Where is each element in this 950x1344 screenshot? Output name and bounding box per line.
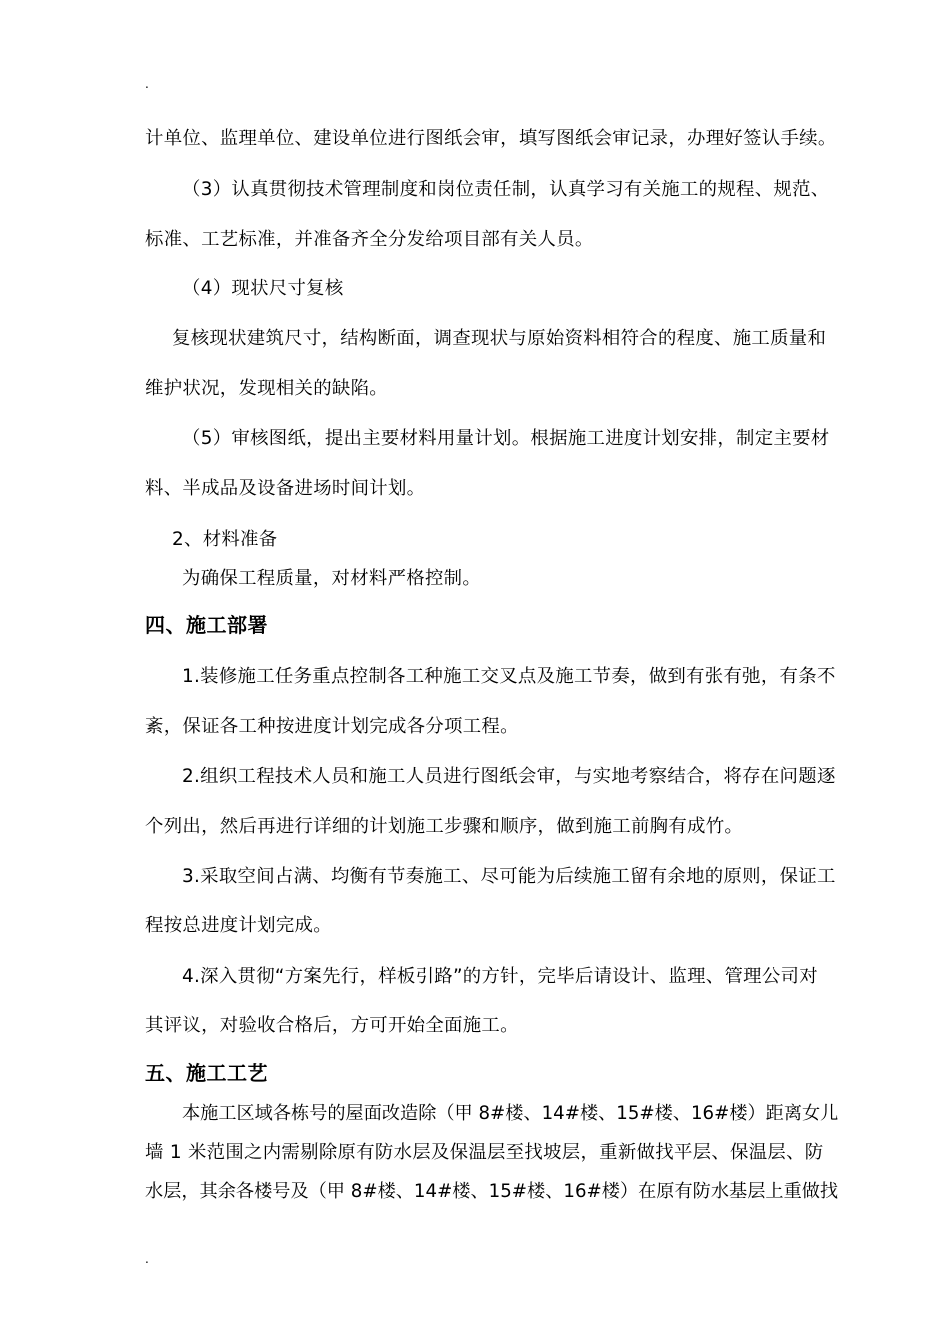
section-heading: 四、施工部署: [145, 613, 268, 637]
body-line: （5）审核图纸，提出主要材料用量计划。根据施工进度计划安排，制定主要材: [182, 428, 830, 449]
body-line: 紊，保证各工种按进度计划完成各分项工程。: [145, 716, 519, 737]
header-mark: .: [145, 77, 149, 91]
footer-mark: .: [145, 1252, 149, 1266]
body-line: 料、半成品及设备进场时间计划。: [145, 478, 426, 499]
body-line: （4）现状尺寸复核: [182, 278, 344, 299]
body-line: 墙 1 米范围之内需剔除原有防水层及保温层至找坡层，重新做找平层、保温层、防: [145, 1142, 824, 1163]
body-line: 程按总进度计划完成。: [145, 915, 332, 936]
section-heading: 五、施工工艺: [145, 1061, 268, 1085]
body-line: 复核现状建筑尺寸，结构断面，调查现状与原始资料相符合的程度、施工质量和: [172, 328, 827, 349]
body-line: 水层，其余各楼号及（甲 8#楼、14#楼、15#楼、16#楼）在原有防水基层上重做找: [145, 1181, 839, 1202]
body-line: 其评议，对验收合格后，方可开始全面施工。: [145, 1015, 519, 1036]
body-line: 2、材料准备: [172, 529, 278, 550]
body-line: （3）认真贯彻技术管理制度和岗位责任制，认真学习有关施工的规程、规范、: [182, 179, 830, 200]
body-line: 标准、工艺标准，并准备齐全分发给项目部有关人员。: [145, 229, 594, 250]
body-line: 维护状况，发现相关的缺陷。: [145, 378, 388, 399]
body-line: 计单位、监理单位、建设单位进行图纸会审，填写图纸会审记录，办理好签认手续。: [145, 128, 837, 149]
body-line: 2.组织工程技术人员和施工人员进行图纸会审，与实地考察结合，将存在问题逐: [182, 766, 836, 787]
body-line: 3.采取空间占满、均衡有节奏施工、尽可能为后续施工留有余地的原则，保证工: [182, 866, 836, 887]
body-line: 本施工区域各栋号的屋面改造除（甲 8#楼、14#楼、15#楼、16#楼）距离女儿: [182, 1103, 839, 1124]
body-line: 1.装修施工任务重点控制各工种施工交叉点及施工节奏，做到有张有弛，有条不: [182, 666, 836, 687]
body-line: 个列出，然后再进行详细的计划施工步骤和顺序，做到施工前胸有成竹。: [145, 816, 744, 837]
body-line: 为确保工程质量，对材料严格控制。: [182, 568, 482, 589]
body-line: 4.深入贯彻“方案先行，样板引路”的方针，完毕后请设计、监理、管理公司对: [182, 966, 818, 987]
